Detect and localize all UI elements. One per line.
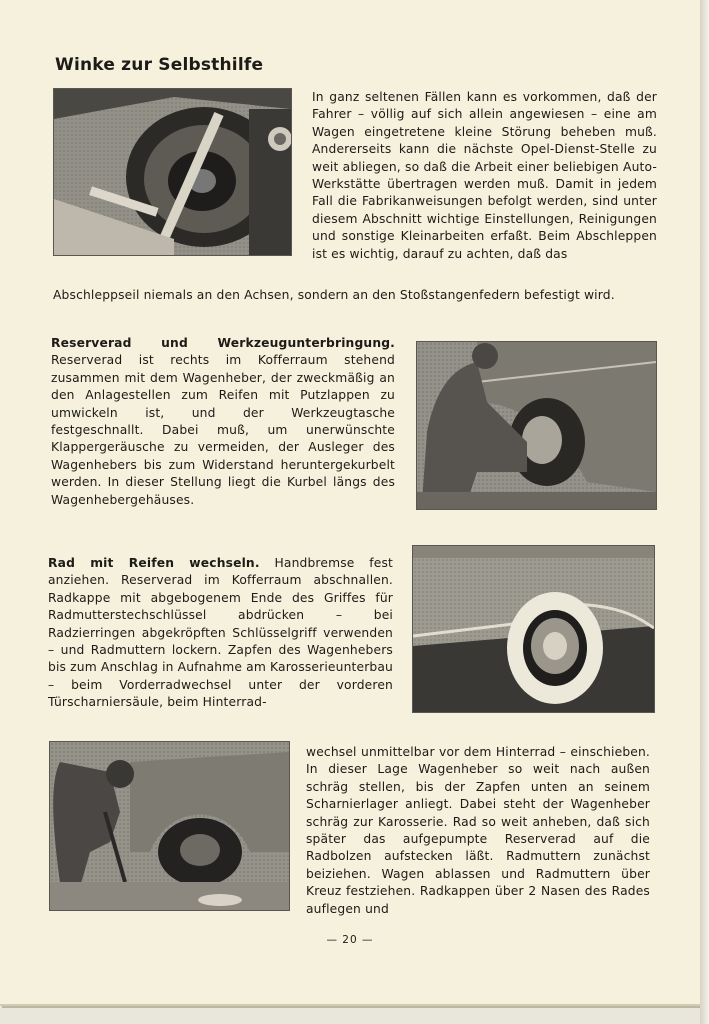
page-title: Winke zur Selbsthilfe bbox=[55, 55, 264, 75]
continuation-text: wechsel unmittelbar vor dem Hinterrad – einschieben. In dieser Lage Wagenheber so weit nach außen schräg stellen, bis der Zapfen unten an seinem Scharnierlager anliegt. Dabei steht der Wagenheber schräg zur Karosserie. Rad so weit anheben, daß sich später das aufgepumpte Reserverad auf die Radbolzen aufstecken läßt. Radmuttern zunächst beiziehen. Wagen ablassen und Radmuttern über Kreuz festziehen. Radkappen über 2 Nasen des Rades auflegen und bbox=[306, 745, 650, 916]
section-spare-wheel bbox=[51, 335, 395, 509]
whitewall-wheel-photo bbox=[412, 545, 655, 713]
wheel-removal-photo bbox=[416, 341, 657, 510]
intro-paragraph bbox=[312, 89, 657, 263]
spare-tire-photo bbox=[53, 88, 292, 256]
section-body: Reserverad ist rechts im Kofferraum stehend zusammen mit dem Wagenheber, der zweckmäßig an den Anlagestellen zum Reifen mit Putzlappen zu umwickeln ist, und der Werkzeugtasche festgeschnallt. Dabei muß, um unerwünschte Klappergeräusche zu vermeiden, der Ausleger des Wagenhebers bis zum Widerstand heruntergekurbelt werden. In dieser Stellung liegt die Kurbel längs des Wagenhebergehäuses. bbox=[51, 353, 395, 507]
section-heading: Rad mit Reifen wechseln. bbox=[48, 556, 260, 570]
section-wheel-change bbox=[48, 555, 393, 712]
page-edge bbox=[700, 0, 709, 1024]
jacking-car-photo bbox=[49, 741, 290, 911]
intro-paragraph-end bbox=[53, 287, 657, 304]
page-number: — 20 — bbox=[326, 934, 374, 946]
section-continuation bbox=[306, 744, 650, 918]
intro-text: In ganz seltenen Fällen kann es vorkommen, daß der Fahrer – völlig auf sich allein angewiesen – eine am Wagen eingetretene kleine Störung beheben muß. Andererseits kann die nächste Opel-Dienst-Stelle zu weit abliegen, so daß die Arbeit einer beliebigen Auto-Werkstätte übertragen werden muß. Damit in jedem Fall die Fabrikanweisungen befolgt werden, sind unter diesem Abschnitt wichtige Einstellungen, Reinigungen und sonstige Kleinarbeiten erfaßt. Beim Abschleppen ist es wichtig, darauf zu achten, daß das bbox=[312, 90, 657, 261]
intro-text-end: Abschleppseil niemals an den Achsen, sondern an den Stoßstangenfedern befestigt wird. bbox=[53, 288, 615, 302]
section-body: Handbremse fest anziehen. Reserverad im Kofferraum abschnallen. Radkappe mit abgebogenem Ende des Griffes für Radmutterstechschlüssel abdrücken – bei Radzierringen abgekröpften Schlüsselgriff verwenden – und Radmuttern lockern. Zapfen des Wagenhebers bis zum Anschlag in Aufnahme am Karosserieunterbau – beim Vorderradwechsel unter der vorderen Türscharniersäule, beim Hinterrad- bbox=[48, 556, 393, 710]
section-heading: Reserverad und Werkzeugunterbringung. bbox=[51, 336, 395, 350]
